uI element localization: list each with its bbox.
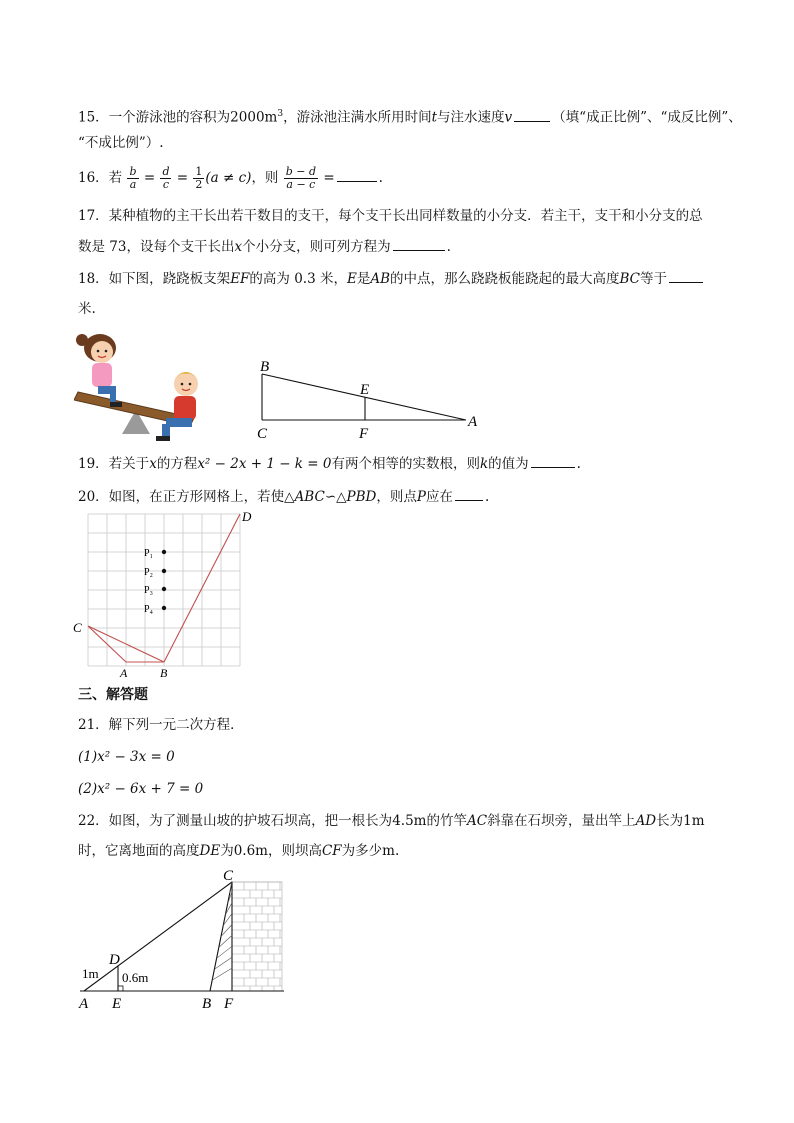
fraction-bd-over-ac: $\frac{b - d}{a - c}$ [285,165,317,191]
question-19: 19．若关于x的方程x² − 2x + 1 − k = 0有两个相等的实数根，则k的值为 . [78,456,581,472]
answer-blank [669,270,703,283]
label-A: A [468,414,478,430]
brick-wall [232,882,282,991]
fraction-one-half: $\frac{1}{2}$ [195,165,203,191]
label-P4: P₄ [144,604,154,615]
seesaw-children-illustration [74,326,204,444]
question-21-eq1: (1)x² − 3x = 0 [78,749,175,765]
question-15-line2: “不成比例”）. [78,135,164,151]
question-17-line2: 数是 73，设每个支干长出x个小分支，则可列方程为 . [78,239,451,255]
question-22-line2: 时，它离地面的高度DE为0.6m，则坝高CF为多少m. [78,843,400,859]
question-18-line2: 米. [78,301,96,317]
point-P2 [162,569,166,573]
hatch-line [214,957,232,969]
question-22-line1: 22．如图，为了测量山坡的护坡石坝高，把一根长为4.5m的竹竿AC斜靠在石坝旁，量出竿上AD长为1m [78,813,705,829]
label-C: C [223,868,234,884]
hatch-line [212,968,232,980]
boy-figure [156,372,198,441]
label-B: B [202,996,212,1012]
question-21-title: 21．解下列一元二次方程． [78,717,244,733]
fraction-b-over-a: $\frac{b}{a}$ [129,165,137,191]
answer-blank [455,488,483,501]
square-grid-figure [70,508,260,680]
question-17-line1: 17．某种植物的主干长出若干数目的支干，每个支干长出同样数量的小分支．若主干，支干和小分支的总 [78,208,703,224]
answer-blank [393,238,445,251]
label-P1: P₁ [144,548,154,559]
question-18-line1: 18．如下图，跷跷板支架EF的高为 0.3 米，E是AB的中点，那么跷跷板能跷起的最大高度BC等于 [78,270,705,288]
label-P2: P₂ [144,567,154,578]
label-F: F [224,996,234,1012]
label-P3: P₃ [144,585,154,596]
label-B: B [160,666,168,680]
slope-diagram [74,866,289,1012]
point-P1 [162,550,166,554]
label-E: E [360,382,370,398]
wall-outline [232,882,282,991]
question-16: 16．若 $\frac{b}{a}$ = $\frac{d}{c}$ = $\frac{1}{2}$ (a ≠ c)，则 $\frac{b - d}{a - c}$ = . [78,165,383,191]
label-F: F [359,426,369,442]
question-21-eq2: (2)x² − 6x + 7 = 0 [78,781,204,797]
label-D: D [242,509,252,524]
label-C: C [257,426,268,442]
pole-AC [84,882,232,991]
label-0-6m: 0.6m [122,970,149,985]
point-P3 [162,587,166,591]
label-E: E [112,996,122,1012]
label-A: A [120,666,128,680]
section-heading: 三、解答题 [78,687,148,703]
label-D: D [109,952,120,968]
answer-blank [337,169,377,182]
label-1m: 1m [82,966,99,981]
label-C: C [73,620,82,635]
label-B: B [260,359,270,375]
label-A: A [79,996,89,1012]
point-P4 [162,606,166,610]
question-15-line1: 15．一个游泳池的容积为$2000m^3$，游泳池注满水所用时间t与注水速度v （填“成正比例”、“成反比例”、 [78,109,742,126]
right-angle-mark [118,986,123,991]
question-20: 20．如图，在正方形网格上，若使△ABC∽△PBD，则点P应在 . [78,489,490,505]
seesaw-diagram [252,356,488,446]
answer-blank [531,455,575,468]
answer-blank [514,109,550,122]
fraction-d-over-c: $\frac{d}{c}$ [162,165,170,191]
